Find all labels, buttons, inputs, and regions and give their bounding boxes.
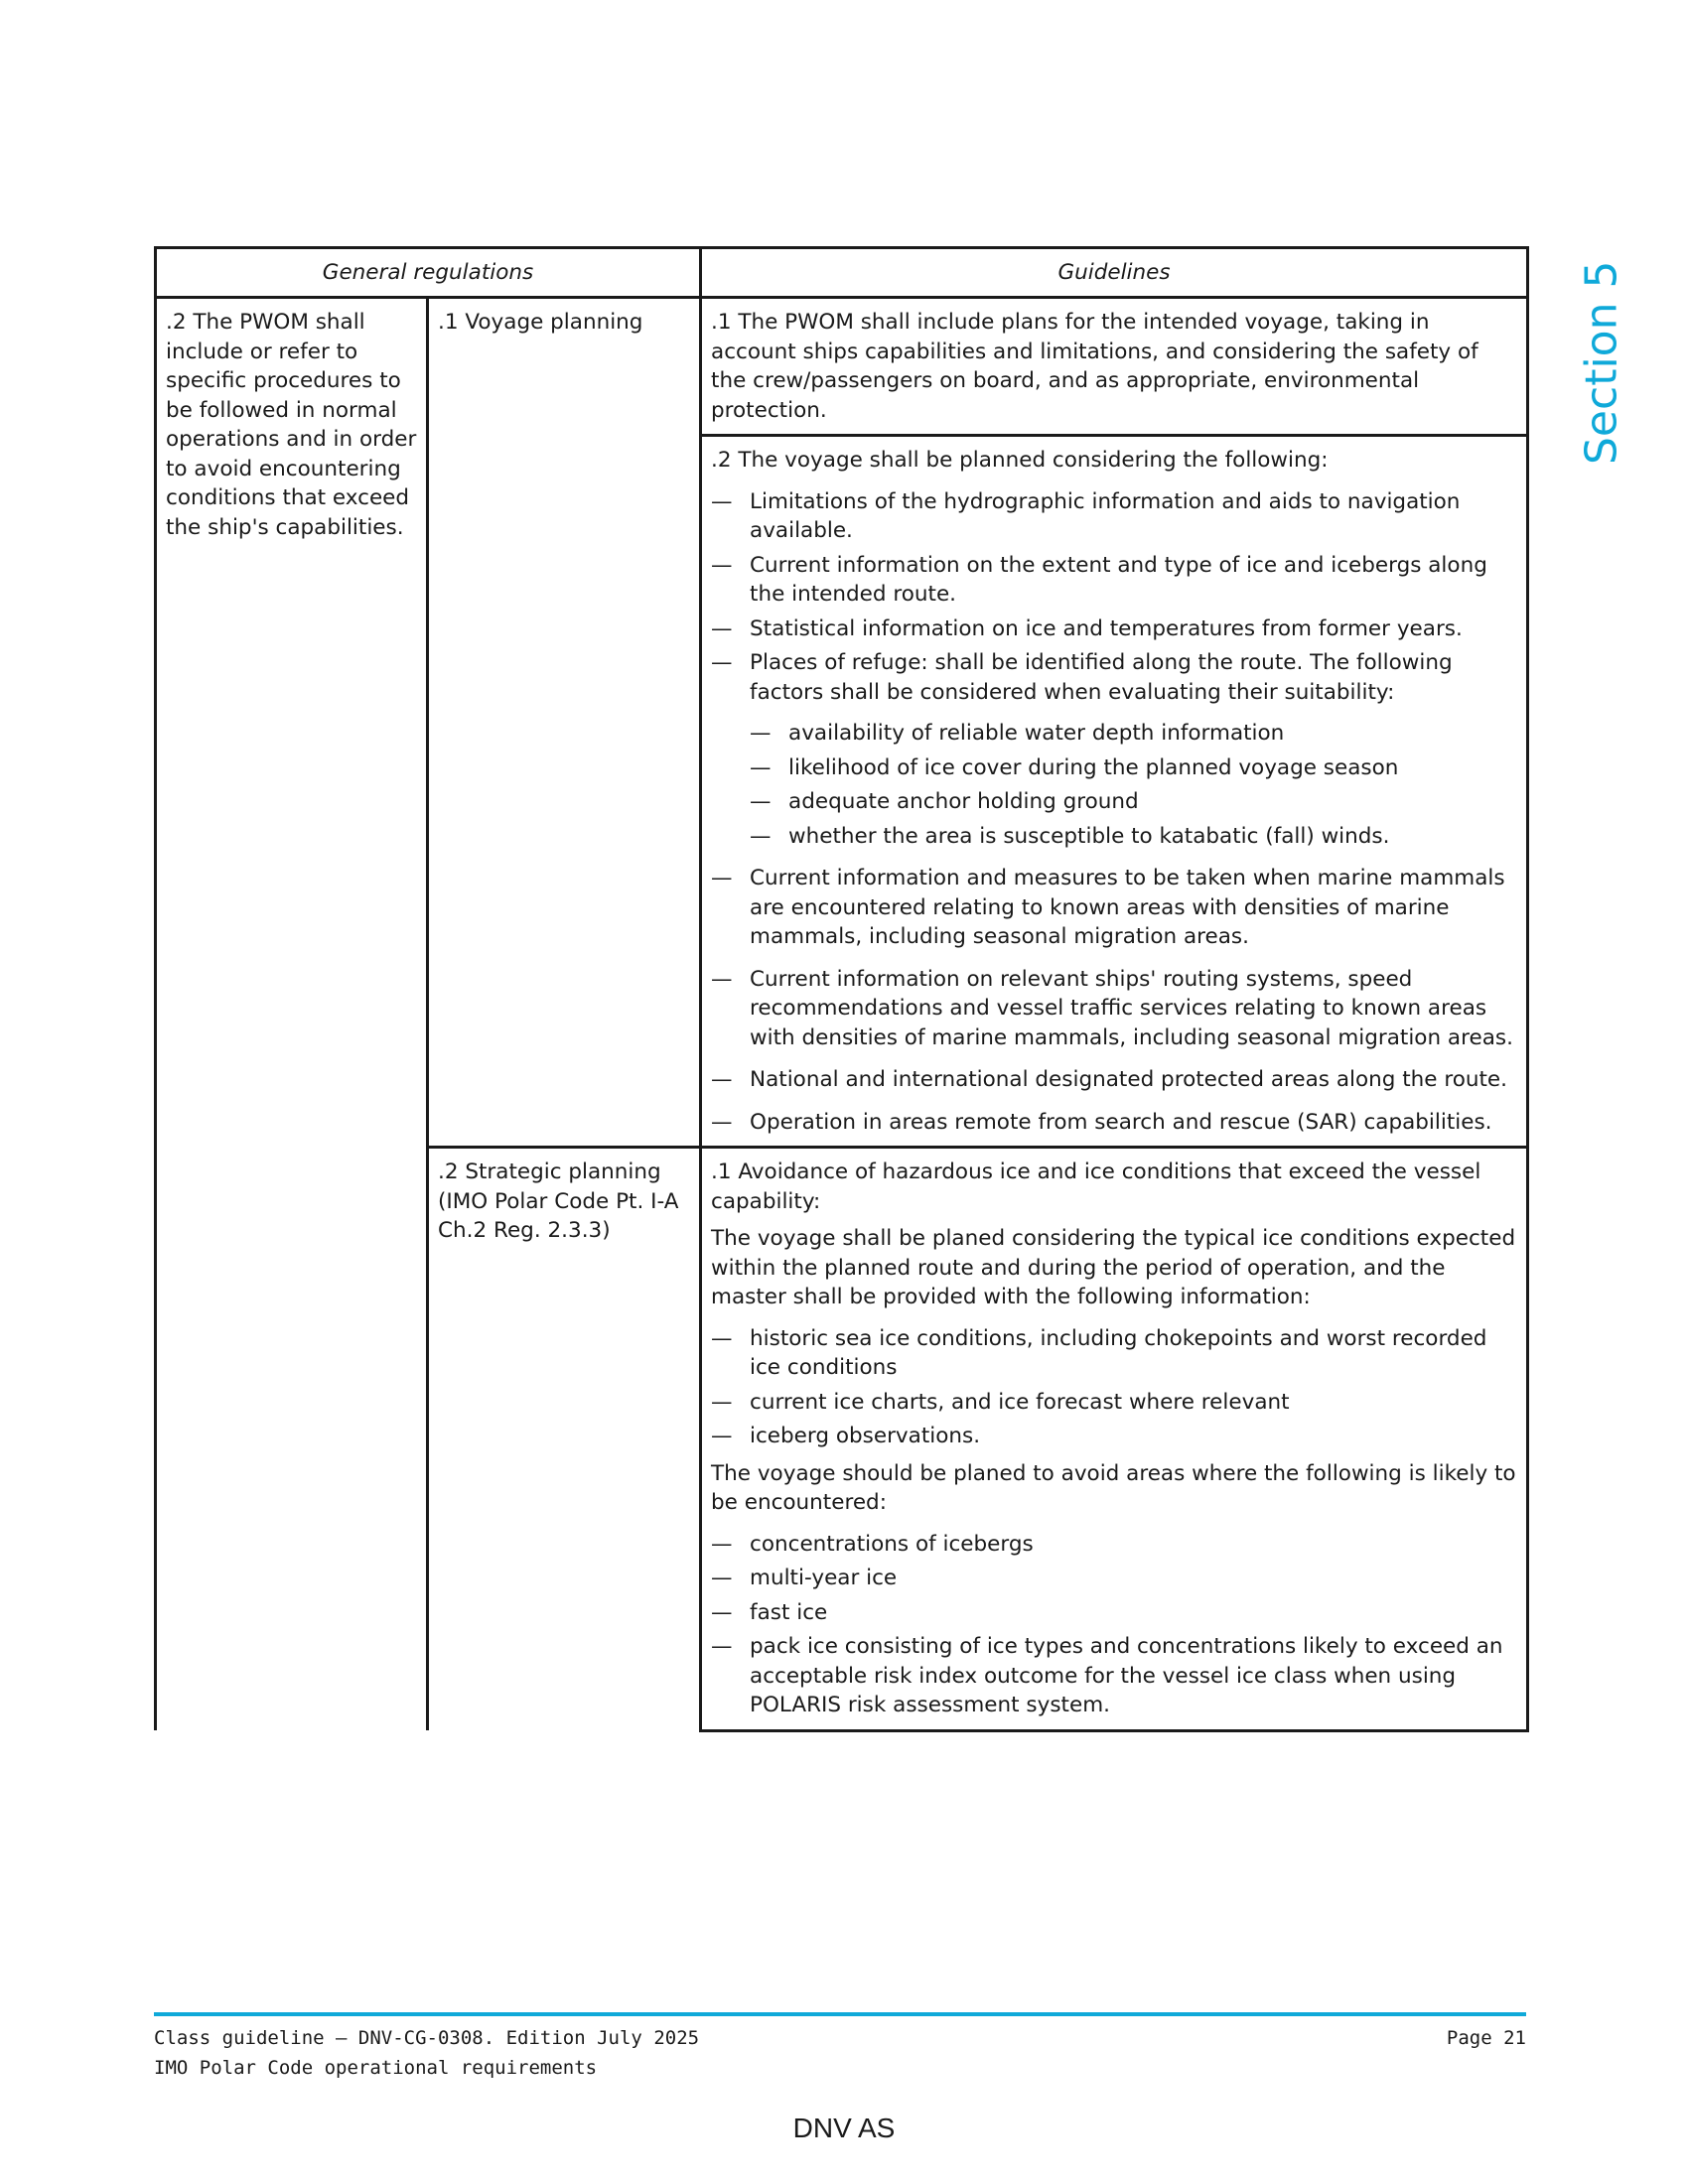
strategic-planning-cell [428,1148,701,1731]
refuge-factors-list [750,719,1517,851]
list-item: — Current information on relevant ships' routing systems, speed recommendations and vessel traffic services relating to known areas with densities of marine mammals, including seasonal migration areas. [711,965,1517,1053]
footer-page-number: Page 21 [1446,2027,1526,2049]
regulation-text: .2 The PWOM shall include or refer to specific procedures to be followed in normal operations and in order to avoid encountering conditions that exceed the ship's capabilities. [166,310,417,540]
list-item: — iceberg observations. [711,1422,1517,1451]
list-item: — Limitations of the hydrographic information and aids to navigation available. [711,487,1517,546]
list-item: — likelihood of ice cover during the planned voyage season [750,753,1517,783]
strategic-para-2: The voyage should be planed to avoid areas where the following is likely to be encountered: [711,1460,1516,1515]
list-item: — availability of reliable water depth information [750,719,1517,749]
list-item: — adequate anchor holding ground [750,787,1517,817]
list-item: — pack ice consisting of ice types and concentrations likely to exceed an acceptable risk index outcome for the vessel ice class when using POLARIS risk assessment system. [711,1632,1517,1720]
table-header-row [156,248,1528,298]
list-item: — Places of refuge: shall be identified along the route. The following factors shall be considered when evaluating their suitability: [711,648,1517,707]
header-general-regulations: General regulations [156,248,701,298]
guideline-2-intro: .2 The voyage shall be planned considering the following: [711,448,1329,473]
section-tab: Section 5 [1576,260,1627,465]
footer-divider [154,2012,1526,2016]
guideline-2-list-a [711,487,1517,708]
company-name: DNV AS [792,2113,896,2143]
strategic-title: .1 Avoidance of hazardous ice and ice conditions that exceed the vessel capability: [711,1160,1481,1214]
guideline-2-cell [701,436,1528,1148]
list-item: — National and international designated protected areas along the route. [711,1065,1517,1095]
guideline-1-cell [701,298,1528,436]
list-item: — historic sea ice conditions, including chokepoints and worst recorded ice conditions [711,1324,1517,1383]
list-item: — multi-year ice [711,1564,1517,1593]
footer-document-title: Class guideline — DNV-CG-0308. Edition July 2025 [154,2027,700,2049]
list-item: — Statistical information on ice and temperatures from former years. [711,614,1517,644]
voyage-planning-label: .1 Voyage planning [438,310,643,335]
table-row [156,298,1528,436]
ice-info-list [711,1324,1517,1451]
list-item: — current ice charts, and ice forecast where relevant [711,1388,1517,1418]
footer-subtitle: IMO Polar Code operational requirements [154,2057,598,2079]
list-item: — fast ice [711,1598,1517,1628]
footer-doc-line [154,2027,1526,2049]
regulation-cell [156,298,428,1731]
regulations-table [154,246,1529,1732]
list-item: — Current information on the extent and type of ice and icebergs along the intended route. [711,551,1517,610]
strategic-planning-label: .2 Strategic planning (IMO Polar Code Pt. I-A Ch.2 Reg. 2.3.3) [438,1160,679,1243]
avoid-list [711,1530,1517,1720]
strategic-para-1: The voyage shall be planed considering the typical ice conditions expected within the planned route and during the period of operation, and the master shall be provided with the following information: [711,1226,1516,1309]
guideline-1-text: .1 The PWOM shall include plans for the intended voyage, taking in account ships capabilities and limitations, and considering the safety of the crew/passengers on board, and as appropriate, environmental protection. [711,310,1478,423]
voyage-planning-cell [428,298,701,1148]
list-item: — Current information and measures to be taken when marine mammals are encountered relating to known areas with densities of marine mammals, including seasonal migration areas. [711,864,1517,952]
guideline-2-list-b [711,864,1517,1137]
strategic-guideline-cell [701,1148,1528,1731]
list-item: — whether the area is susceptible to katabatic (fall) winds. [750,822,1517,852]
list-item: — concentrations of icebergs [711,1530,1517,1560]
list-item: — Operation in areas remote from search and rescue (SAR) capabilities. [711,1108,1517,1138]
header-guidelines: Guidelines [701,248,1528,298]
